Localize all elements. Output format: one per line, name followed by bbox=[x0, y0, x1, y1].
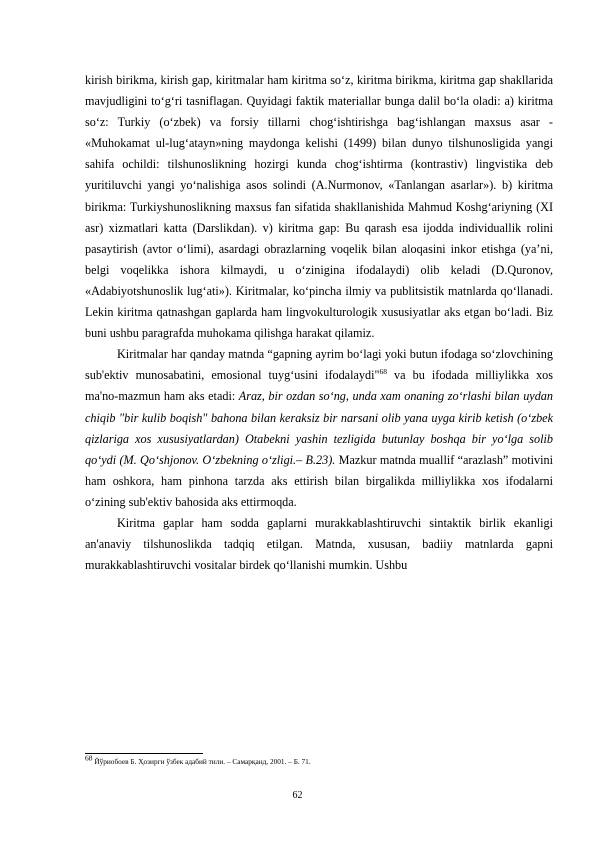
footnote-reference: 68 bbox=[379, 367, 387, 377]
paragraph-2-example-italic: Araz, bir ozdan so‘ng, unda xam onaning zo‘rlashi bilan uydan chiqib "bir kulib boqish" bahona bilan keraksiz bir narsani olib yana uyga kirib ketish (o‘zbek qizlariga xos xususiyatlardan) Otabekni yashin tezligida butunlay boshqa bir yo‘lga solib qo‘ydi (M. Qo‘shjonov. O‘zbekning o‘zligi.– B.23). bbox=[85, 389, 553, 467]
paragraph-1: kirish birikma, kirish gap, kiritmalar ham kiritma so‘z, kiritma birikma, kiritma gap shakllarida mavjudligini to‘g‘ri tasniflagan. Quyidagi faktik materiallar bunga dalil bo‘la oladi: a) kiritma so‘z: Turkiy (o‘zbek) va forsiy tillarni chog‘ishtirishga bag‘ishlangan maxsus asar - «Muhokamat ul-lug‘atayn»ning maydonga kelishi (1499) bilan dunyo tilshunosligida yangi sahifa ochildi: tilshunoslikning hozirgi kunda chog‘ishtirma (kontrastiv) lingvistika deb yuritiluvchi yangi yo‘nalishiga asos solindi (A.Nurmonov, «Tanlangan asarlar»). b) kiritma birikma: Turkiyshunoslikning maxsus fan sifatida shakllanishida Mahmud Koshg‘ariyning (XI asr) xizmatlari katta (Darslikdan). v) kiritma gap: Bu qarash esa ijodda individuallik rolini pasaytirish (avtor o‘limi), asardagi obrazlarning voqelik bilan aloqasini inkor etishga (ya’ni, belgi voqelikka ishora kilmaydi, u o‘zinigina ifodalaydi) olib keladi (D.Quronov, «Adabiyotshunoslik lug‘ati»). Kiritmalar, ko‘pincha ilmiy va publitsistik matnlarda qo‘llanadi. Lekin kiritma qatnashgan gaplarda ham lingvokulturologik xususiyatlar aks etgan bo‘ladi. Biz buni ushbu paragrafda muhokama qilishga harakat qilamiz. bbox=[85, 73, 553, 341]
paragraph-2 bbox=[85, 344, 553, 513]
page-number: 62 bbox=[292, 790, 303, 801]
paragraph-2-text-after: Mazkur matnda muallif “arazlash” motivini ham oshkora, ham pinhona tarzda aks ettirish bilan birgalikda milliylikka xos ifodalarni o‘zining sub'ektiv bahosida aks ettirmoqda. bbox=[85, 452, 553, 509]
footnote bbox=[85, 753, 553, 767]
paragraph-2-text-before: Kiritmalar har qanday matnda “gapning ayrim bo‘lagi yoki butun ifodaga so‘zlovchining sub'ektiv munosabatini, emosional tuyg‘usini ifodalaydi" bbox=[85, 347, 553, 383]
page-body bbox=[85, 70, 553, 576]
paragraph-2-text-middle: va bu ifodada milliylikka xos ma'no-mazmun ham aks etadi: bbox=[85, 368, 554, 404]
paragraph-3: Kiritma gaplar ham sodda gaplarni murakkablashtiruvchi sintaktik birlik ekanligi an'anaviy tilshunoslikda tadqiq etilgan. Matnda, xususan, badiiy matnlarda gapni murakkablashtiruvchi vositalar birdek qo‘llanishi mumkin. Ushbu bbox=[85, 515, 553, 573]
footnote-divider bbox=[85, 753, 203, 754]
footnote-text: Йўриобоев Б. Ҳозирги ўзбек адабий тили. – Самарқанд, 2001. – Б. 71. bbox=[94, 757, 311, 766]
footnote-number: 68 bbox=[85, 753, 93, 763]
